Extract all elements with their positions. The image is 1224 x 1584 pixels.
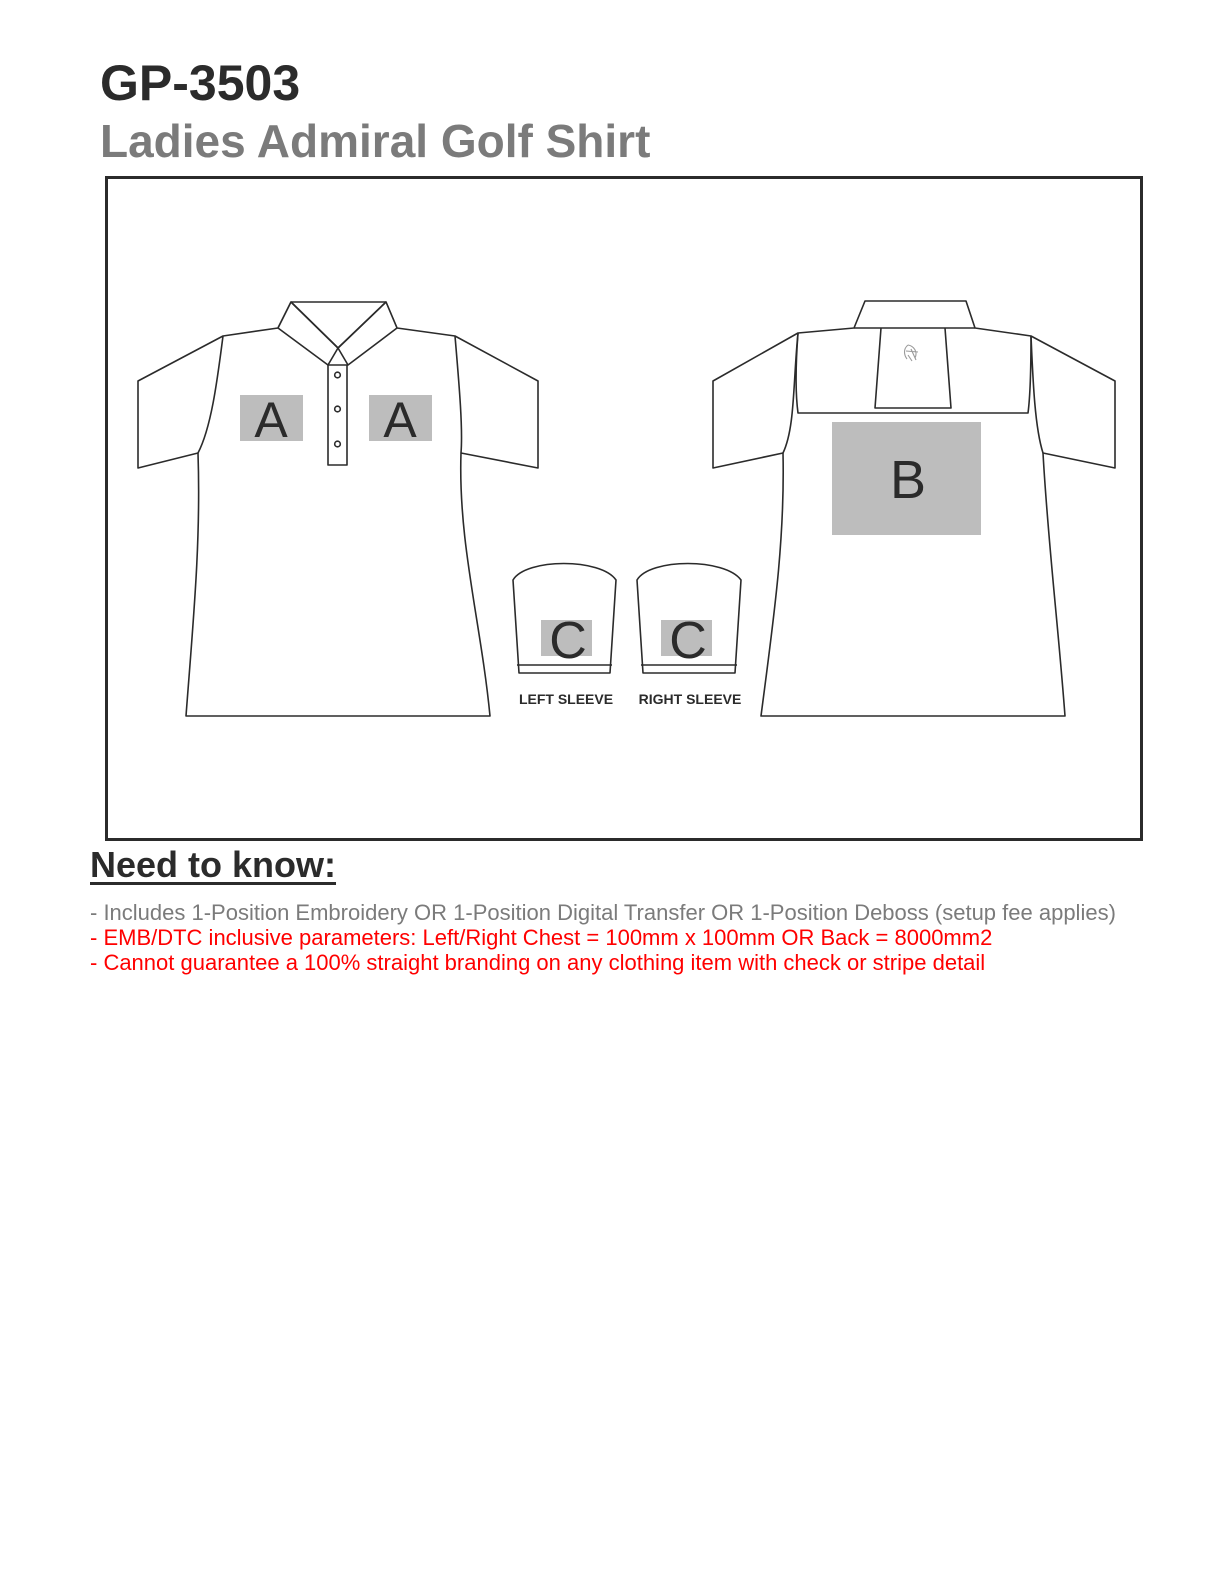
product-name: Ladies Admiral Golf Shirt: [100, 115, 651, 167]
garment-diagram: [108, 179, 1140, 838]
product-code: GP-3503: [100, 55, 301, 111]
zone-b-label: B: [889, 450, 927, 510]
note-item: - Cannot guarantee a 100% straight branding on any clothing item with check or stripe detail: [90, 950, 986, 975]
garment-diagram-frame: [105, 176, 1143, 841]
need-to-know-list: [90, 900, 1130, 975]
note-item: - EMB/DTC inclusive parameters: Left/Right Chest = 100mm x 100mm OR Back = 8000mm2: [90, 925, 993, 950]
front-view: [138, 302, 538, 716]
zone-a-left-label: A: [254, 392, 288, 448]
note-item: - Includes 1-Position Embroidery OR 1-Position Digital Transfer OR 1-Position Deboss (setup fee applies): [90, 900, 1116, 925]
front-placket: [328, 365, 347, 465]
zone-c-right-label: C: [669, 612, 707, 670]
zone-a-right-label: A: [383, 392, 417, 448]
zone-c-left-label: C: [549, 612, 587, 670]
right-sleeve-caption: RIGHT SLEEVE: [638, 691, 742, 707]
front-body-outline: [138, 302, 538, 716]
need-to-know-heading: Need to know:: [90, 844, 337, 885]
left-sleeve-caption: LEFT SLEEVE: [518, 691, 614, 707]
